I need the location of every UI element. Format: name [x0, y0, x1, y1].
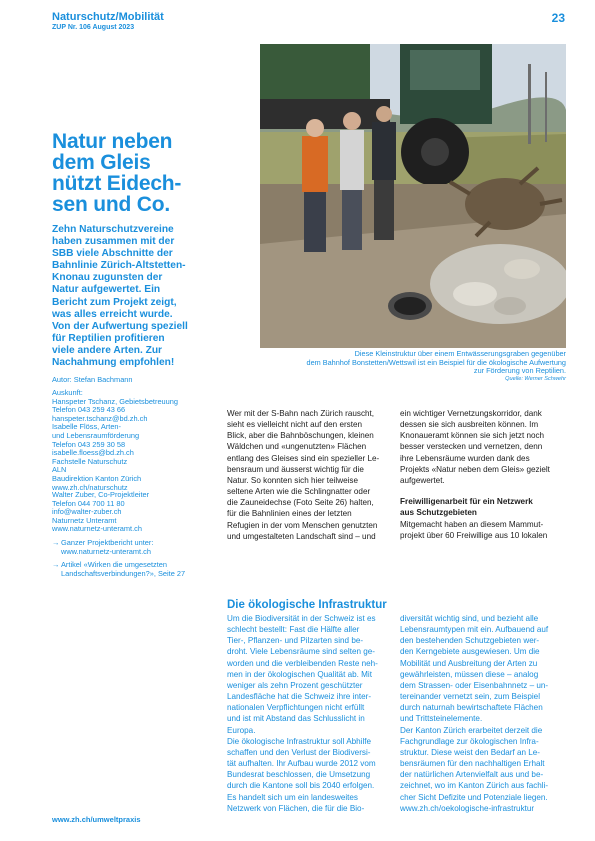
photo-source: Quelle: Werner Schwehr: [505, 376, 566, 382]
contact-line: Telefon 044 700 11 80: [52, 498, 125, 508]
infobox-line: Tier-, Pflanzen- und Pilzarten sind be-: [227, 636, 364, 646]
body-line: Wer mit der S-Bahn nach Zürich rauscht,: [227, 409, 375, 418]
body-line: Natur. So konnten sich hier teilweise: [227, 475, 358, 485]
contact-line: Walter Zuber, Co-Projektleiter: [52, 490, 150, 499]
infobox-line: Fachgrundlage zur ökologischen Infra-: [400, 736, 539, 746]
body-column-2b: [400, 519, 567, 541]
issue-label: ZUP Nr. 106 August 2023: [52, 24, 135, 31]
contact-web-link[interactable]: www.naturnetz-unteramt.ch: [52, 524, 142, 534]
body-line: Wäldchen und «ungenutzten» Flächen: [227, 442, 367, 452]
article-photo: [260, 44, 566, 348]
infobox-line: Landesfläche hat die Schweiz ihre inter-: [227, 692, 372, 702]
infobox-line: Mobilität und Ausbreitung der Arten zu: [400, 658, 538, 668]
section-title: Naturschutz/Mobilität: [52, 11, 164, 23]
contact-line: und Lebensraumförderung: [52, 430, 140, 440]
infobox-line: Europa.: [227, 725, 256, 735]
link-related-article[interactable]: [52, 561, 224, 578]
lead-line: für Reptilien profitieren: [52, 332, 165, 344]
contact-line: ALN: [52, 465, 67, 475]
infobox-line: durch naturnah bewirtschaftete Flächen: [400, 703, 543, 713]
caption-line: zur Förderung von Reptilien.: [473, 366, 566, 376]
infobox-line: schlecht bestellt: Fast die Hälfte aller: [227, 625, 360, 635]
infobox-line: droht. Viele Lebensräume sind selten ge-: [227, 647, 375, 657]
contact-email-link[interactable]: isabelle.floess@bd.zh.ch: [52, 448, 134, 458]
infobox-line: gewährleisten, müssen diese – analog: [400, 669, 539, 679]
lead-line: Bahnlinie Zürich-Altstetten-: [52, 260, 186, 272]
infobox-line: dem Strassen- oder Eisenbahnnetz – un-: [400, 680, 549, 690]
body-line: für die Bahnlinien eines der letzten: [227, 509, 352, 519]
subheading: [400, 497, 567, 518]
infobox-line: bensräumen für den nachhaltigen Erhalt: [400, 759, 545, 769]
body-column-1: [227, 408, 393, 542]
link-label: Ganzer Projektbericht unter:: [61, 538, 154, 547]
arrow-right-icon: →: [52, 538, 60, 547]
body-line: aufgewertet.: [400, 475, 445, 485]
infobox-line: worden und die verbleibenden Reste neh-: [227, 658, 378, 668]
body-line: Projekts «Natur neben dem Gleis» gezielt: [400, 464, 550, 474]
contact-web-link[interactable]: www.zh.ch/naturschutz: [52, 482, 128, 492]
link-url[interactable]: www.naturnetz-unteramt.ch: [61, 546, 151, 556]
infobox-line: den Kerngebiete ausgewiesen. Um die: [400, 647, 540, 657]
contact-email-link[interactable]: info@walter-zuber.ch: [52, 507, 122, 517]
body-line: Refugien in der vom Menschen genutzten: [227, 520, 378, 530]
lead-line: Bericht zum Projekt zeigt,: [52, 296, 177, 308]
contact-line: Fachstelle Naturschutz: [52, 456, 128, 466]
infobox-line: tät aufhalten. Ihr Aufbau wurde 2012 vom: [227, 759, 376, 769]
infobox-line: durch die Kantone soll bis 2040 erfolgen.: [227, 781, 375, 791]
infobox-line: struktur. Diese weist den Bedarf an Le-: [400, 747, 541, 757]
contact-line: Baudirektion Kanton Zürich: [52, 473, 142, 483]
body-line: projekt über 60 Freiwillige aus 10 lokalen: [400, 531, 548, 541]
infobox-line: den bestehenden Schutzgebieten wer-: [400, 636, 540, 646]
body-line: bensraum und äusserst wichtig für die: [227, 464, 364, 474]
subheading-line: Freiwilligenarbeit für ein Netzwerk: [400, 497, 533, 506]
contact-line: Telefon 043 259 43 66: [52, 405, 126, 415]
infobox-line: Lebensraumtypen mit ein. Aufbauend auf: [400, 625, 549, 635]
infobox-line: nationalen Verpflichtungen nicht erfüllt: [227, 703, 365, 713]
body-line: entlang des Gleises sind ein spezieller Le-: [227, 453, 380, 463]
link-label: Artikel «Wirken die umgesetzten: [61, 560, 167, 569]
headline-line: dem Gleis: [52, 151, 151, 174]
lead-line: Von der Aufwertung speziell: [52, 320, 188, 332]
infobox-line: weniger als zehn Prozent geschützter: [227, 680, 363, 690]
lead-line: Natur aufgewertet. Ein: [52, 284, 161, 296]
infobox-line: Der Kanton Zürich erarbeitet derzeit die: [400, 725, 543, 735]
lead-line: Knonau zugunsten der: [52, 272, 163, 284]
lead-line: viele andere Arten. Zur: [52, 344, 163, 356]
contact-line: Isabelle Flöss, Arten-: [52, 422, 122, 432]
lead-line: haben zusammen mit der: [52, 236, 175, 248]
link-label: Landschaftsverbindungen?», Seite 27: [61, 568, 186, 578]
arrow-right-icon: →: [52, 560, 60, 569]
infobox-line: und ist mit Abstand das Schlusslicht in: [227, 714, 365, 724]
contact-block-coleader: [52, 491, 224, 534]
caption-line: Diese Kleinstruktur über einem Entwässerungsgraben gegenüber: [354, 349, 566, 358]
infobox-web-link[interactable]: www.zh.ch/oekologische-infrastruktur: [400, 803, 535, 813]
infobox-column-1: [227, 613, 393, 814]
body-line: sieht es vielleicht nicht auf den ersten: [227, 420, 363, 430]
headline-line: sen und Co.: [52, 193, 170, 216]
lead-line: Nachahmung empfohlen!: [52, 357, 175, 369]
infobox-title: Die ökologische Infrastruktur: [227, 599, 387, 611]
body-line: ein wichtiger Vernetzungskorridor, dank: [400, 409, 542, 418]
photo-caption: [260, 350, 566, 376]
page-number: 23: [551, 11, 565, 25]
infobox-line: diversität wichtig sind, und bezieht alle: [400, 614, 539, 623]
body-line: ihre Lebensräume wurden dank des: [400, 453, 530, 463]
article-headline: [52, 131, 217, 215]
contact-line: Naturnetz Unteramt: [52, 515, 117, 525]
subheading-line: aus Schutzgebieten: [400, 507, 477, 517]
infobox-line: Die ökologische Infrastruktur soll Abhilfe: [227, 736, 372, 746]
caption-line: dem Bahnhof Bonstetten/Wettswil ist ein Beispiel für die ökologische Aufwertung: [306, 357, 566, 367]
infobox-line: Um die Biodiversität in der Schweiz ist es: [227, 614, 376, 623]
body-line: dessen sie sich ausbreiten können. Im: [400, 420, 539, 430]
body-column-2: [400, 408, 567, 486]
lead-line: was alles erreicht wurde.: [52, 308, 173, 320]
infobox-line: zeichnet, wo im Kanton Zürich aus fachli-: [400, 781, 549, 791]
body-line: besser verstecken und vernetzen, denn: [400, 442, 543, 452]
headline-line: Natur neben: [52, 130, 173, 153]
infobox-line: schaffen und den Verlust der Biodiversi-: [227, 747, 371, 757]
author-line: Autor: Stefan Bachmann: [52, 375, 133, 384]
body-line: die Zauneidechse (Foto Seite 26) halten,: [227, 498, 374, 508]
infobox-line: tereinander vernetzt sein, zum Beispiel: [400, 692, 541, 702]
infobox-line: der natürlichen Artenvielfalt aus und be-: [400, 770, 544, 780]
body-line: Blick, aber die Bahnböschungen, kleinen: [227, 431, 374, 441]
body-line: seltene Arten wie die Schlingnatter oder: [227, 487, 371, 497]
footer-web-link[interactable]: www.zh.ch/umweltpraxis: [52, 815, 141, 824]
lead-line: Zehn Naturschutzvereine: [52, 224, 174, 235]
infobox-line: cher Sicht Defizite und Potenziale liegen.: [400, 792, 548, 802]
contact-block-info: [52, 389, 224, 492]
contact-line: Telefon 043 259 30 58: [52, 439, 126, 449]
infobox-line: Bundesrat beschlossen, die Umsetzung: [227, 770, 371, 780]
infobox-column-2: [400, 613, 567, 814]
headline-line: nützt Eidech-: [52, 172, 182, 195]
article-lead: [52, 224, 224, 369]
infobox-line: und Trittsteinelemente.: [400, 714, 483, 724]
infobox-line: Es handelt sich um ein landesweites: [227, 792, 358, 802]
body-line: Knonaueramt können sie sich jetzt noch: [400, 431, 545, 441]
infobox-line: Netzwerk von Flächen, die für die Bio-: [227, 803, 365, 813]
contact-line: Auskunft:: [52, 388, 83, 397]
body-line: und umgestalteten Landschaft sind – und: [227, 531, 376, 541]
link-project-report[interactable]: [52, 539, 224, 556]
infobox-line: men in der ökologischen Qualität ab. Mit: [227, 669, 372, 679]
body-line: Mitgemacht haben an diesem Mammut-: [400, 520, 544, 529]
contact-email-link[interactable]: hanspeter.tschanz@bd.zh.ch: [52, 413, 148, 423]
lead-line: SBB viele Abschnitte der: [52, 248, 173, 260]
contact-line: Hanspeter Tschanz, Gebietsbetreuung: [52, 396, 178, 406]
